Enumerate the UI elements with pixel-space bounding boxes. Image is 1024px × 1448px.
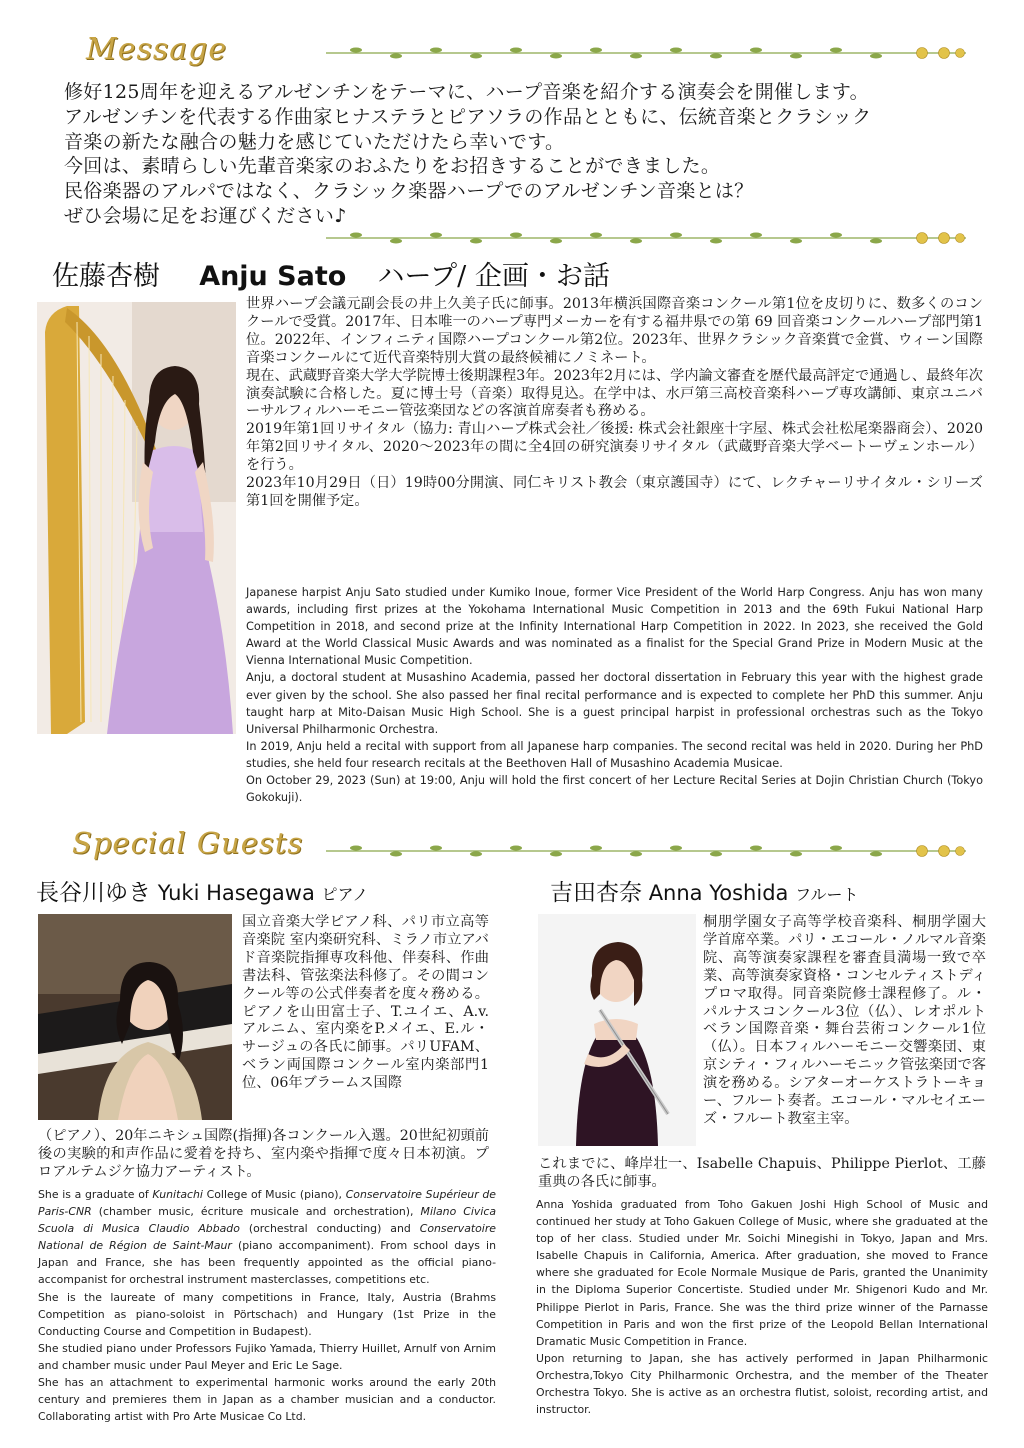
yuki-bio-en-paragraph: She studied piano under Professors Fujiko Yamada, Thierry Huillet, Arnulf von Arnim and chamber music under Paul Meyer and Eric Le Sage. (38, 1341, 496, 1372)
message-line: 今回は、素晴らしい先輩音楽家のおふたりをお招きすることができました。 (64, 155, 721, 178)
yuki-bio-jp-side: 国立音楽大学ピアノ科、パリ市立高等音楽院 室内楽研究科、ミラノ市立アバド音楽院指揮専攻科他、伴奏科、作曲書法科、管弦楽法科修了。その間コンクール等の公式伴奏者を度々務める。ピアノを山田富士子、T.ユイエ、A.v.アルニム、室内楽をP.メイエ、E.ル・サージュの各氏に師事。パリUFAM、ベラン両国際コンクール室内楽部門1位、06年ブラームス国際 (242, 914, 489, 1092)
anna-name-en: Anna Yoshida (648, 881, 789, 905)
special-guests-heading: Special Guests (72, 826, 304, 860)
anju-bio-en-paragraph: In 2019, Anju held a recital with support from all Japanese harp companies. The second recital was held in 2020. During her PhD studies, she held four research recitals at the Beethoven Hall of Musashino Academia Musicae. (246, 739, 983, 770)
anna-role: フルート (795, 885, 859, 904)
anju-bio-en (246, 584, 983, 806)
yuki-heading (36, 874, 368, 907)
anju-bio-jp-paragraph: 2019年第1回リサイタル（協力: 青山ハープ株式会社／後援: 株式会社銀座十字屋、株式会社松尾楽器商会）、2020年第2回リサイタル、2020～2023年の間に全4回の研究演奏リサイタル（武蔵野音楽大学ベートーヴェンホール）を行う。 (246, 421, 983, 474)
anju-bio-jp-paragraph: 世界ハープ会議元副会長の井上久美子氏に師事。2013年横浜国際音楽コンクール第1位を皮切りに、数多くのコンクールで受賞。2017年、日本唯一のハープ専門メーカーを有する福井県での第 69 回音楽コンクールハープ部門第1位。2022年、インフィニティ国際ハープコンクール第2位。2023年、世界クラシック音楽賞で金賞、ウィーン国際音楽コンクールにて近代音楽特別大賞の最終候補にノミネート。 (246, 296, 983, 366)
message-line: ぜひ会場に足をお運びください♪ (64, 204, 347, 227)
yuki-bio-en-paragraph: She has an attachment to experimental harmonic works around the early 20th century and premieres them in Japan as a chamber musician and a conductor. Collaborating artist with Pro Arte Musicae Co Ltd. (38, 1376, 496, 1424)
anna-bio-en-paragraph: Upon returning to Japan, she has actively performed in Japan Philharmonic Orchestra,Tokyo City Philharmonic Orchestra, and the member of the Theater Orchestra Tokyo. She is active as an orchestra flutist, soloist, recording artist, and instructor. (536, 1351, 988, 1417)
anju-bio-en-paragraph: Anju, a doctoral student at Musashino Academia, passed her doctoral dissertation in February this year with the highest grade ever given by the school. She also passed her final recital performance and is expected to complete her PhD this summer. Anju taught harp at Mito-Daisan Music High School. She is a guest principal harpist in professional orchestras such as the Tokyo Universal Philharmonic Orchestra. (246, 671, 983, 736)
anju-name-en: Anju Sato (199, 261, 347, 292)
message-line: 修好125周年を迎えるアルゼンチンをテーマに、ハープ音楽を紹介する演奏会を開催します。 (64, 81, 869, 103)
message-heading: Message (86, 32, 228, 67)
vine-ornament-guests (326, 844, 966, 858)
anna-name-jp: 吉田杏奈 (550, 880, 642, 906)
vine-ornament-top (326, 46, 966, 60)
yuki-bio-jp-full: （ピアノ）、20年ニキシュ国際(指揮)各コンクール入選。20世紀初頭前後の実験的和声作品に愛着を持ち、室内楽や指揮で度々日本初演。プロアルテムジケ協力アーティスト。 (38, 1128, 489, 1180)
anju-heading (52, 254, 610, 293)
anna-photo (538, 914, 696, 1146)
anju-bio-jp (246, 296, 983, 511)
message-line: 民俗楽器のアルパではなく、クラシック楽器ハープでのアルゼンチン音楽とは？ (64, 180, 754, 203)
yuki-bio-en-paragraph: She is a graduate of Kunitachi College of Music (piano), Conservatoire Supérieur de Paris-CNR (chamber music, écriture musicale and orchestration), Milano Civica Scuola di Musica Claudio Abbado (orchestral conducting) and Conservatoire National de Région de Saint-Maur (piano accompaniment). From school days in Japan and France, she has been frequently appointed as the official piano-accompanist for orchestral instrument masterclasses, competitions etc. (38, 1188, 497, 1287)
yuki-name-en: Yuki Hasegawa (157, 881, 315, 905)
anju-bio-jp-paragraph: 現在、武蔵野音楽大学大学院博士後期課程3年。2023年2月には、学内論文審査を歴代最高評定で通過し、最終年次演奏試験に合格した。夏に博士号（音楽）取得見込。在学中は、水戸第三高校音楽科ハープ専攻講師、東京ユニバーサルフィルハーモニー管弦楽団などの客演首席奏者も務める。 (246, 367, 983, 420)
anna-bio-jp-side: 桐朋学園女子高等学校音楽科、桐朋学園大学首席卒業。パリ・エコール・ノルマル音楽院、高等演奏家課程を審査員満場一致で卒業、高等演奏家資格・コンセルティストディプロマ取得。同音楽院修士課程修了。ル・パルナスコンクール3位（仏）、レオポルトベラン国際音楽・舞台芸術コンクール1位（仏）。日本フィルハーモニー交響楽団、東京シティ・フィルハーモニック管弦楽団で客演を務める。シアターオーケストラトーキョー、フルート奏者。エコール・マルセイエーズ・フルート教室主宰。 (703, 914, 986, 1127)
anju-bio-en-paragraph: On October 29, 2023 (Sun) at 19:00, Anju will hold the first concert of her Lecture Recital Series at Dojin Christian Church (Tokyo Gokokuji). (246, 774, 983, 805)
vine-ornament-divider (326, 231, 966, 245)
anna-heading (550, 874, 858, 907)
anju-role: ハープ/ 企画・お話 (377, 261, 610, 292)
yuki-name-jp: 長谷川ゆき (36, 880, 151, 906)
message-line: アルゼンチンを代表する作曲家ヒナステラとピアソラの作品とともに、伝統音楽とクラシック (64, 105, 872, 128)
anna-bio-jp-full: これまでに、峰岸壮一、Isabelle Chapuis、Philippe Pierlot、工藤重典の各氏に師事。 (538, 1156, 986, 1190)
anju-bio-jp-paragraph: 2023年10月29日（日）19時00分開演、同仁キリスト教会（東京護国寺）にて、レクチャーリサイタル・シリーズ第1回を開催予定。 (246, 475, 983, 509)
anju-name-jp: 佐藤杏樹 (52, 261, 160, 292)
anju-photo (37, 302, 236, 734)
anna-bio-en (536, 1196, 988, 1418)
yuki-role: ピアノ (321, 885, 369, 904)
yuki-bio-en (38, 1186, 496, 1425)
yuki-photo (38, 914, 232, 1120)
yuki-bio-en-paragraph: She is the laureate of many competitions in France, Italy, Austria (Brahms Competition as piano-soloist in Pörtschach) and Hungary (1st Prize in the Conducting Course and Competition in Budapest). (38, 1290, 496, 1338)
anna-bio-en-paragraph: Anna Yoshida graduated from Toho Gakuen Joshi High School of Music and continued her study at Toho Gakuen College of Music, where she graduated at the top of her class. Studied under Mr. Soichi Minegishi in Tokyo, Japan and Mrs. Isabelle Chapuis in California, America. After graduation, she moved to France where she graduated for Ecole Normale Musique de Paris, granted the Unanimity in the Diploma Superior Concertiste. Studied under Mr. Shigenori Kudo and Mr. Philippe Pierlot in Paris, France. She was the third prize winner of the Parnasse Competition in Paris and won the first prize of the Leopold Bellan International Dramatic Music Competition in France. (536, 1198, 988, 1348)
message-body (64, 80, 964, 229)
message-line: 音楽の新たな融合の魅力を感じていただけたら幸いです。 (64, 130, 565, 153)
anju-bio-en-paragraph: Japanese harpist Anju Sato studied under Kumiko Inoue, former Vice President of the World Harp Congress. Anju has won many awards, including first prizes at the Yokohama International Music Competition in 2013 and the 69th Fukui National Harp Competition in 2018, and second prize at the Infinity International Harp Competition in 2022. In 2023, she received the Gold Award at the World Classical Music Awards and was nominated as a finalist for the Special Grand Prize in Modern Music at the Vienna International Music Competition. (246, 586, 983, 668)
